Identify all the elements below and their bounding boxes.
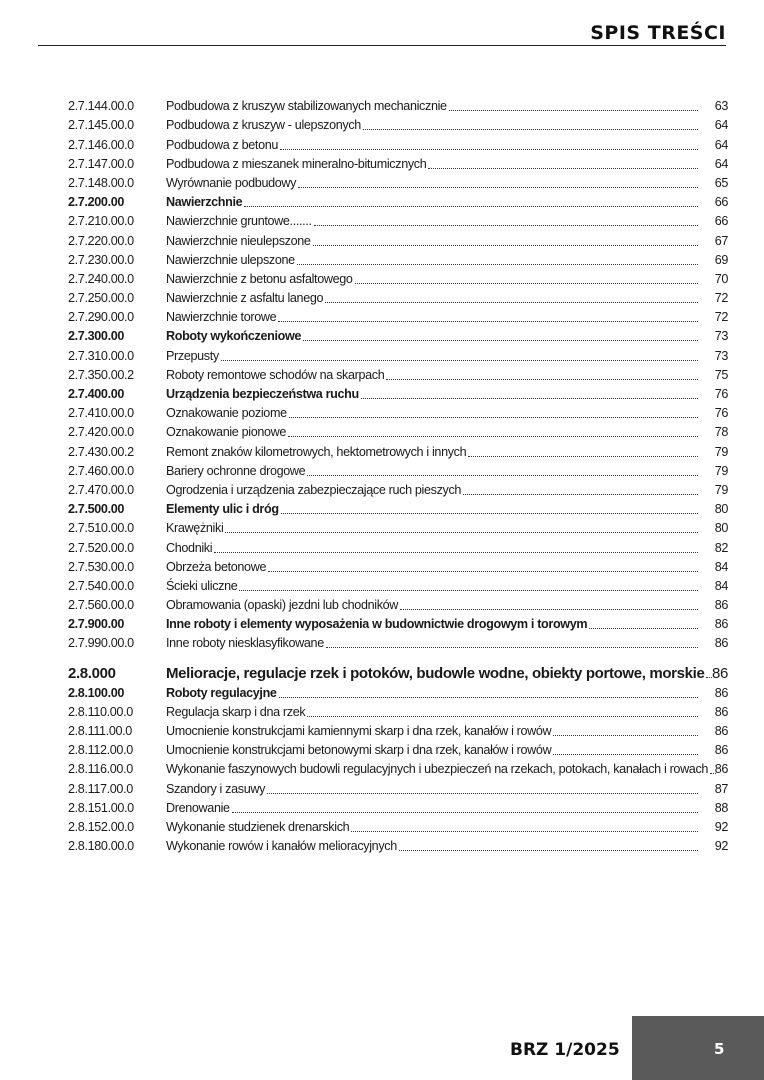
toc-entry-title: Urządzenia bezpieczeństwa ruchu (166, 387, 359, 401)
toc-entry-title: Oznakowanie pionowe (166, 425, 287, 440)
toc-entry-title: Wykonanie faszynowych budowli regulacyjnych i ubezpieczeń na rzekach, potokach, kanałach i rowach (166, 762, 709, 777)
toc-entry-title: Regulacja skarp i dna rzek (166, 704, 306, 719)
toc-entry-title: Nawierzchnie ulepszone (166, 252, 295, 267)
toc-entry-page: 79 (714, 444, 728, 459)
toc-entry-title: Nawierzchnie (166, 195, 243, 210)
toc-entry (68, 364, 728, 383)
toc-entry-title-wrap (166, 743, 702, 758)
dot-leader (281, 513, 698, 514)
toc-entry-page: 73 (714, 329, 728, 344)
toc-entry (68, 575, 728, 594)
toc-entry-title: Roboty remontowe schodów na skarpach (166, 367, 385, 382)
toc-entry-page: 92 (714, 839, 728, 854)
toc-entry-page: 92 (714, 819, 728, 834)
toc-entry (68, 681, 728, 700)
toc-entry-title-wrap (166, 782, 702, 797)
toc-entry-code: 2.7.250.00.0 (68, 291, 134, 306)
toc-entry-page: 76 (714, 387, 728, 401)
dot-leader (244, 206, 698, 207)
toc-entry-title: Roboty regulacyjne (166, 685, 277, 700)
toc-entry-code: 2.7.900.00 (68, 617, 125, 632)
toc-entry-page: 84 (714, 559, 728, 574)
toc-entry-title-wrap (166, 686, 702, 701)
dot-leader (449, 110, 698, 111)
toc-entry-title: Szandory i zasuwy (166, 781, 266, 796)
toc-entry-page: 80 (714, 502, 728, 517)
toc-entry (68, 191, 728, 210)
toc-entry-title-wrap (166, 291, 702, 306)
dot-leader (267, 793, 698, 794)
toc-entry-page: 67 (714, 233, 728, 248)
toc-entry (68, 460, 728, 479)
toc-entry (68, 632, 728, 651)
toc-entry-title: Oznakowanie poziome (166, 406, 287, 421)
toc-entry-page: 75 (714, 367, 728, 382)
toc-entry-page: 72 (714, 291, 728, 306)
toc-entry-title-wrap (166, 801, 702, 816)
toc-entry (68, 739, 728, 758)
toc-entry (68, 325, 728, 344)
toc-entry-title-wrap (166, 464, 702, 479)
toc-entry-code: 2.7.300.00 (68, 329, 125, 344)
toc-entry-page: 87 (714, 781, 728, 796)
toc-entry-title: Melioracje, regulacje rzek i potoków, budowle wodne, obiekty portowe, morskie (166, 665, 705, 683)
toc-entry-title: Obramowania (opaski) jezdni lub chodników (166, 598, 399, 613)
toc-entry-page: 64 (714, 137, 728, 152)
dot-leader (313, 245, 698, 246)
toc-entry (68, 287, 728, 306)
toc-entry (68, 210, 728, 229)
toc-entry-page: 86 (714, 617, 728, 632)
toc-entry (68, 720, 728, 739)
dot-leader (297, 264, 698, 265)
toc-entry-title: Nawierzchnie z asfaltu lanego (166, 291, 324, 306)
toc-entry-code: 2.7.410.00.0 (68, 406, 134, 421)
toc-entry-code: 2.7.560.00.0 (68, 598, 134, 613)
dot-leader (351, 831, 698, 832)
page-number-box (632, 1016, 764, 1080)
toc-entry-page: 79 (714, 463, 728, 478)
toc-entry-title-wrap (166, 820, 702, 835)
toc-entry-code: 2.8.100.00 (68, 685, 125, 700)
dot-leader (268, 571, 698, 572)
toc-entry-code: 2.8.180.00.0 (68, 839, 134, 854)
toc-entry-code: 2.7.230.00.0 (68, 252, 134, 267)
toc-entry-title-wrap (166, 636, 702, 651)
toc-entry-title: Elementy ulic i dróg (166, 502, 279, 517)
dot-leader (221, 360, 698, 361)
toc-entry-title: Nawierzchnie torowe (166, 310, 277, 325)
dot-leader (399, 850, 698, 851)
toc-entry-code: 2.7.540.00.0 (68, 578, 134, 593)
issue-label: BRZ 1/2025 (510, 1040, 620, 1060)
dot-leader (314, 225, 698, 226)
toc-entry-title-wrap (166, 541, 702, 556)
toc-entry-title-wrap (166, 579, 702, 594)
toc-entry-title: Nawierzchnie gruntowe....... (166, 214, 312, 229)
toc-entry-code: 2.7.220.00.0 (68, 233, 134, 248)
toc-entry-title-wrap (166, 99, 702, 114)
toc-entry-page: 88 (714, 800, 728, 815)
toc-entry (68, 383, 728, 402)
toc-entry-title-wrap (166, 329, 702, 344)
toc-entry (68, 440, 728, 459)
toc-entry-title-wrap (166, 272, 702, 287)
toc-entry (68, 797, 728, 816)
dot-leader (232, 812, 698, 813)
toc-entry-page: 79 (714, 482, 728, 497)
toc-entry-code: 2.7.520.00.0 (68, 540, 134, 555)
toc-entry (68, 153, 728, 172)
toc-entry-code: 2.8.152.00.0 (68, 819, 134, 834)
toc-entry-page: 73 (714, 348, 728, 363)
toc-entry-title: Chodniki (166, 540, 213, 555)
toc-entry-code: 2.8.116.00.0 (68, 762, 133, 777)
toc-entry-page: 63 (714, 99, 728, 114)
toc-entry-title: Umocnienie konstrukcjami kamiennymi skarp i dna rzek, kanałów i rowów (166, 724, 552, 738)
toc-entry-page: 69 (714, 252, 728, 267)
toc-entry-title: Wykonanie rowów i kanałów melioracyjnych (166, 839, 397, 854)
dot-leader (553, 754, 698, 755)
dot-leader (386, 379, 698, 380)
toc-entry-code: 2.7.420.00.0 (68, 425, 134, 440)
toc-entry (68, 758, 728, 777)
toc-entry-code: 2.7.144.00.0 (68, 99, 134, 114)
dot-leader (589, 628, 698, 629)
toc-entry-title-wrap (166, 665, 705, 683)
dot-leader (363, 129, 698, 130)
toc-entry-title-wrap (166, 445, 702, 460)
toc-entry (68, 133, 728, 152)
toc-entry-page: 86 (714, 762, 728, 777)
toc-entry (68, 816, 728, 835)
toc-entry-code: 2.7.146.00.0 (68, 137, 134, 152)
toc-entry-code: 2.7.510.00.0 (68, 521, 134, 536)
toc-entry-title: Ogrodzenia i urządzenia zabezpieczające ruch pieszych (166, 482, 462, 497)
toc-entry-title: Nawierzchnie nieulepszone (166, 233, 311, 248)
dot-leader (400, 609, 698, 610)
toc-entry-title-wrap (166, 195, 702, 210)
toc-entry-title: Podbudowa z kruszyw - ulepszonych (166, 118, 361, 133)
toc-entry (68, 95, 728, 114)
toc-entry-page: 86 (714, 598, 728, 613)
toc-entry-code: 2.7.460.00.0 (68, 463, 134, 478)
toc-entry-title-wrap (166, 839, 702, 854)
toc-entry-title-wrap (166, 406, 702, 421)
toc-entry-code: 2.7.148.00.0 (68, 175, 134, 190)
toc-entry-code: 2.7.530.00.0 (68, 559, 134, 574)
dot-leader (307, 475, 698, 476)
toc-entry-code: 2.7.990.00.0 (68, 636, 134, 651)
dot-leader (289, 417, 698, 418)
toc-entry-title: Nawierzchnie z betonu asfaltowego (166, 271, 353, 286)
toc-entry-title-wrap (166, 598, 702, 613)
toc-entry-page: 82 (714, 540, 728, 555)
toc-entry (68, 402, 728, 421)
dot-leader (278, 321, 698, 322)
toc-entry-title-wrap (166, 483, 702, 498)
toc-entry-title: Roboty wykończeniowe (166, 329, 302, 344)
toc-entry-code: 2.7.400.00 (68, 387, 125, 401)
toc-entry-page: 64 (714, 118, 728, 133)
toc-entry-code: 2.7.290.00.0 (68, 310, 134, 325)
toc-entry-page: 84 (714, 578, 728, 593)
toc-entry (68, 268, 728, 287)
toc-entry-title: Wyrównanie podbudowy (166, 175, 297, 190)
toc-entry-page: 86 (712, 665, 728, 683)
toc-entry-title-wrap (166, 762, 709, 777)
toc-entry (68, 701, 728, 720)
toc-entry-page: 78 (714, 425, 728, 440)
toc-entry-title-wrap (166, 157, 702, 172)
toc-entry-code: 2.7.470.00.0 (68, 482, 134, 497)
page-title: SPIS TREŚCI (590, 22, 726, 44)
toc-entry-title: Inne roboty niesklasyfikowane (166, 636, 324, 651)
toc-entry-title: Podbudowa z kruszyw stabilizowanych mechanicznie (166, 99, 447, 114)
toc-entry (68, 114, 728, 133)
toc-entry-title-wrap (166, 234, 702, 249)
toc-entry-code: 2.8.110.00.0 (68, 704, 133, 719)
dot-leader (553, 735, 698, 736)
dot-leader (279, 697, 698, 698)
toc-entry (68, 172, 728, 191)
toc-entry-page: 86 (714, 743, 728, 758)
toc-entry-title: Ścieki uliczne (166, 578, 238, 593)
toc-entry (68, 517, 728, 536)
table-of-contents (68, 95, 728, 854)
toc-entry (68, 613, 728, 632)
toc-entry-page: 86 (714, 724, 728, 738)
page-number: 5 (714, 1040, 725, 1058)
toc-entry-page: 86 (714, 636, 728, 651)
toc-entry-title-wrap (166, 253, 702, 268)
toc-entry-code: 2.7.350.00.2 (68, 367, 134, 382)
toc-entry-title: Krawężniki (166, 521, 224, 536)
toc-entry (68, 835, 728, 854)
toc-entry-title: Bariery ochronne drogowe (166, 463, 306, 478)
toc-entry-title-wrap (166, 705, 702, 720)
toc-entry (68, 306, 728, 325)
toc-entry (68, 344, 728, 363)
dot-leader (361, 398, 698, 399)
toc-entry-title-wrap (166, 214, 702, 229)
dot-leader (326, 647, 698, 648)
dot-leader (463, 494, 698, 495)
toc-entry (68, 498, 728, 517)
dot-leader (239, 590, 698, 591)
toc-entry-title: Remont znaków kilometrowych, hektometrowych i innych (166, 444, 467, 459)
toc-entry-title-wrap (166, 425, 702, 440)
toc-entry-title: Obrzeża betonowe (166, 559, 267, 574)
toc-entry-page: 65 (714, 175, 728, 190)
toc-entry-code: 2.7.310.00.0 (68, 348, 134, 363)
toc-entry-title-wrap (166, 310, 702, 325)
toc-entry-code: 2.7.500.00 (68, 502, 125, 517)
toc-entry-title-wrap (166, 617, 702, 632)
toc-entry-code: 2.8.151.00.0 (68, 800, 134, 815)
dot-leader (280, 149, 698, 150)
toc-entry (68, 777, 728, 796)
toc-entry-title-wrap (166, 368, 702, 383)
toc-entry-page: 86 (714, 704, 728, 719)
toc-entry-title-wrap (166, 138, 702, 153)
dot-leader (428, 168, 698, 169)
toc-entry (68, 421, 728, 440)
dot-leader (214, 552, 698, 553)
toc-entry-title-wrap (166, 387, 702, 402)
toc-entry-title-wrap (166, 521, 702, 536)
toc-entry-code: 2.7.240.00.0 (68, 271, 134, 286)
toc-entry-title-wrap (166, 349, 702, 364)
toc-entry-page: 76 (714, 406, 728, 421)
toc-entry-page: 72 (714, 310, 728, 325)
toc-entry-title: Inne roboty i elementy wyposażenia w budownictwie drogowym i torowym (166, 617, 588, 632)
toc-entry-title: Przepusty (166, 348, 219, 363)
toc-entry-title-wrap (166, 502, 702, 517)
toc-entry (68, 556, 728, 575)
toc-entry-code: 2.8.112.00.0 (68, 743, 133, 758)
dot-leader (303, 340, 698, 341)
dot-leader (355, 283, 698, 284)
dot-leader (225, 532, 698, 533)
toc-entry-code: 2.7.147.00.0 (68, 156, 134, 171)
toc-entry-title-wrap (166, 724, 702, 739)
header-divider (38, 45, 726, 46)
toc-entry (68, 536, 728, 555)
toc-entry-title: Umocnienie konstrukcjami betonowymi skarp i dna rzek, kanałów i rowów (166, 743, 552, 758)
toc-entry-page: 66 (714, 214, 728, 229)
toc-entry-code: 2.7.200.00 (68, 195, 125, 210)
toc-entry-code: 2.8.117.00.0 (68, 781, 133, 796)
toc-entry-page: 64 (714, 156, 728, 171)
toc-entry-title-wrap (166, 560, 702, 575)
toc-entry-title: Wykonanie studzienek drenarskich (166, 819, 350, 834)
toc-entry-code: 2.7.145.00.0 (68, 118, 134, 133)
toc-entry-code: 2.8.000 (68, 665, 116, 683)
toc-entry-page: 86 (714, 685, 728, 700)
toc-entry (68, 249, 728, 268)
dot-leader (325, 302, 698, 303)
toc-entry-page: 66 (714, 195, 728, 210)
toc-entry (68, 594, 728, 613)
toc-entry (68, 229, 728, 248)
toc-entry-page: 70 (714, 271, 728, 286)
toc-entry (68, 479, 728, 498)
toc-entry-title: Podbudowa z betonu (166, 137, 279, 152)
toc-entry-code: 2.7.210.00.0 (68, 214, 134, 229)
dot-leader (307, 716, 698, 717)
toc-entry-code: 2.8.111.00.0 (68, 724, 132, 738)
dot-leader (298, 187, 698, 188)
toc-entry-code: 2.7.430.00.2 (68, 444, 134, 459)
toc-entry-title-wrap (166, 118, 702, 133)
toc-entry-title: Drenowanie (166, 800, 230, 815)
dot-leader (468, 456, 698, 457)
dot-leader (288, 436, 698, 437)
toc-entry-title-wrap (166, 176, 702, 191)
toc-entry (68, 655, 728, 681)
toc-entry-page: 80 (714, 521, 728, 536)
toc-entry-title: Podbudowa z mieszanek mineralno-bitumicznych (166, 156, 427, 171)
